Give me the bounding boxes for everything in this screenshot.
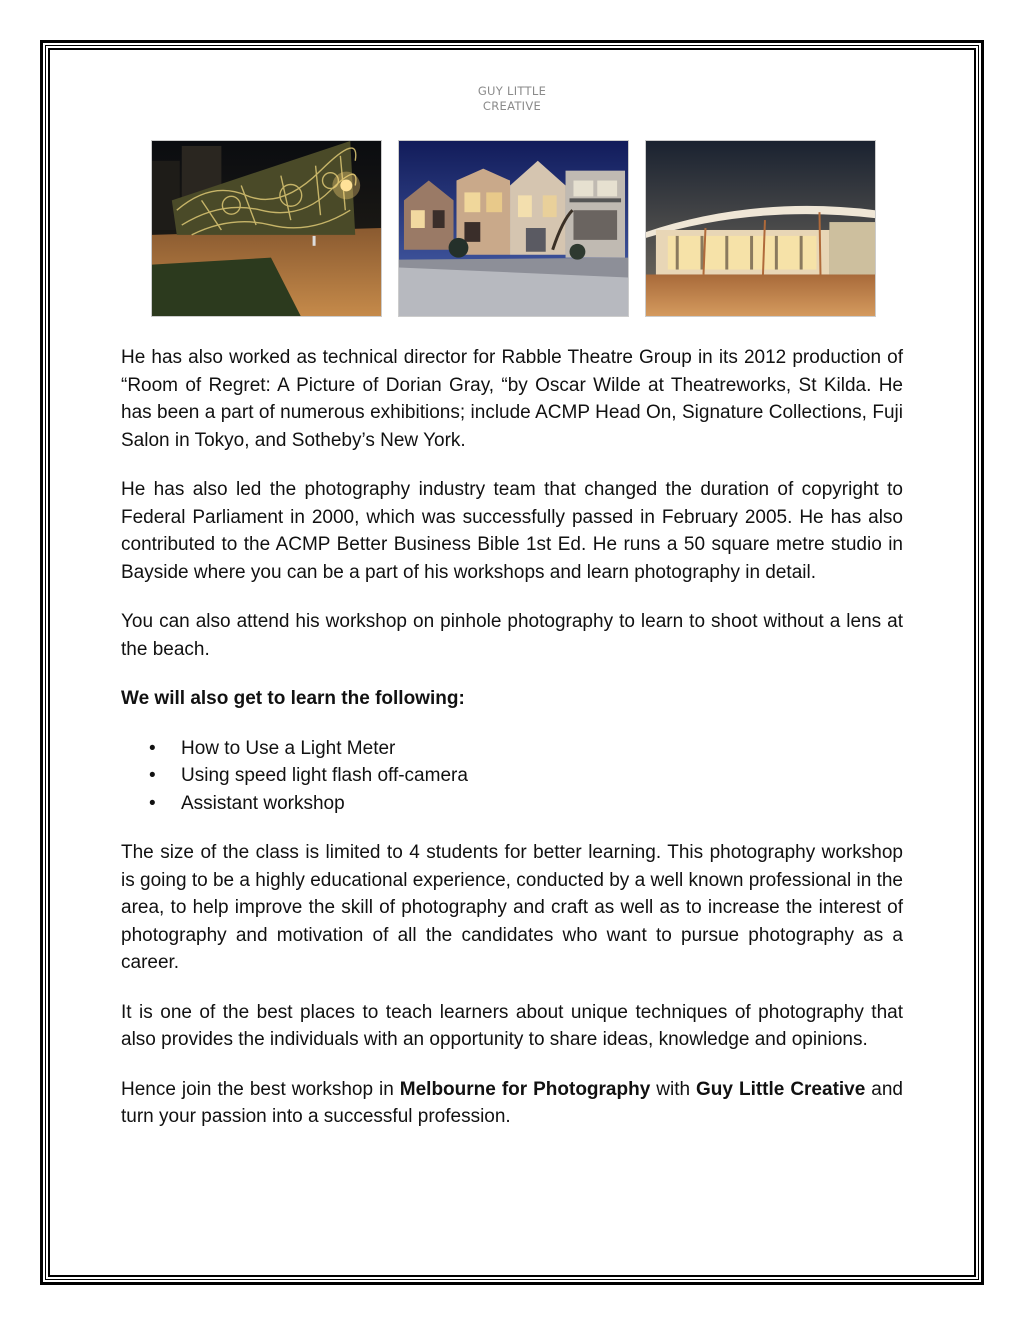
bullet-icon: • [149, 792, 156, 814]
paragraph-pinhole: You can also attend his workshop on pinhole photography to learn to shoot without a lens at the beach. [121, 611, 903, 660]
cta-brand-name: Guy Little Creative [696, 1078, 866, 1100]
night-building-photo [151, 140, 382, 317]
list-item [149, 790, 903, 818]
article-body [121, 344, 903, 1153]
cta-text-2: with [650, 1078, 697, 1100]
paragraph-copyright: He has also led the photography industry team that changed the duration of copyright to Federal Parliament in 2000, which was successfully passed in February 2005. He has also contributed to the ACMP Better Business Bible 1st Ed. He runs a 50 square metre studio in Bayside where you can be a part of his workshops and learn photography in detail. [121, 479, 903, 583]
paragraph-call-to-action [121, 1076, 903, 1131]
list-item-text: Assistant workshop [181, 792, 345, 814]
paragraph-technical-director: He has also worked as technical director for Rabble Theatre Group in its 2012 production of “Room of Regret: A Picture of Dorian Gray, “by Oscar Wilde at Theatreworks, St Kilda. He has been a part of numerous exhibitions; include ACMP Head On, Signature Collections, Fuji Salon in Tokyo, and Sotheby’s New York. [121, 347, 903, 451]
bullet-icon: • [149, 737, 156, 759]
learn-list [121, 735, 903, 818]
guy-little-creative-logo [0, 84, 1024, 114]
bullet-icon: • [149, 765, 156, 786]
list-item-text: How to Use a Light Meter [181, 737, 396, 759]
cta-link-melbourne-photography: Melbourne for Photography [399, 1078, 651, 1100]
cta-text-1: Hence join the best workshop in [121, 1078, 400, 1100]
learn-heading: We will also get to learn the following: [121, 688, 465, 709]
townhouses-photo [398, 140, 629, 317]
paragraph-class-size: The size of the class is limited to 4 students for better learning. This photography workshop is going to be a highly educational experience, conducted by a well known professional in the area, to help improve the skill of photography and craft as well as to increase the interest of photography and motivation of all the candidates who want to pursue photography as a career. [121, 842, 903, 973]
cta-text-3: and turn your passion into a successful profession. [121, 1078, 903, 1127]
paragraph-best-places: It is one of the best places to teach learners about unique techniques of photography that also provides the individuals with an opportunity to share ideas, knowledge and opinions. [121, 1001, 903, 1050]
curved-roof-building-photo [645, 140, 876, 317]
list-item-text: Using speed light flash off-camera [181, 765, 468, 786]
list-item [149, 735, 903, 763]
logo-line-2: CREATIVE [482, 99, 542, 113]
logo-line-1: GUY LITTLE [477, 84, 547, 98]
list-item [149, 762, 903, 790]
